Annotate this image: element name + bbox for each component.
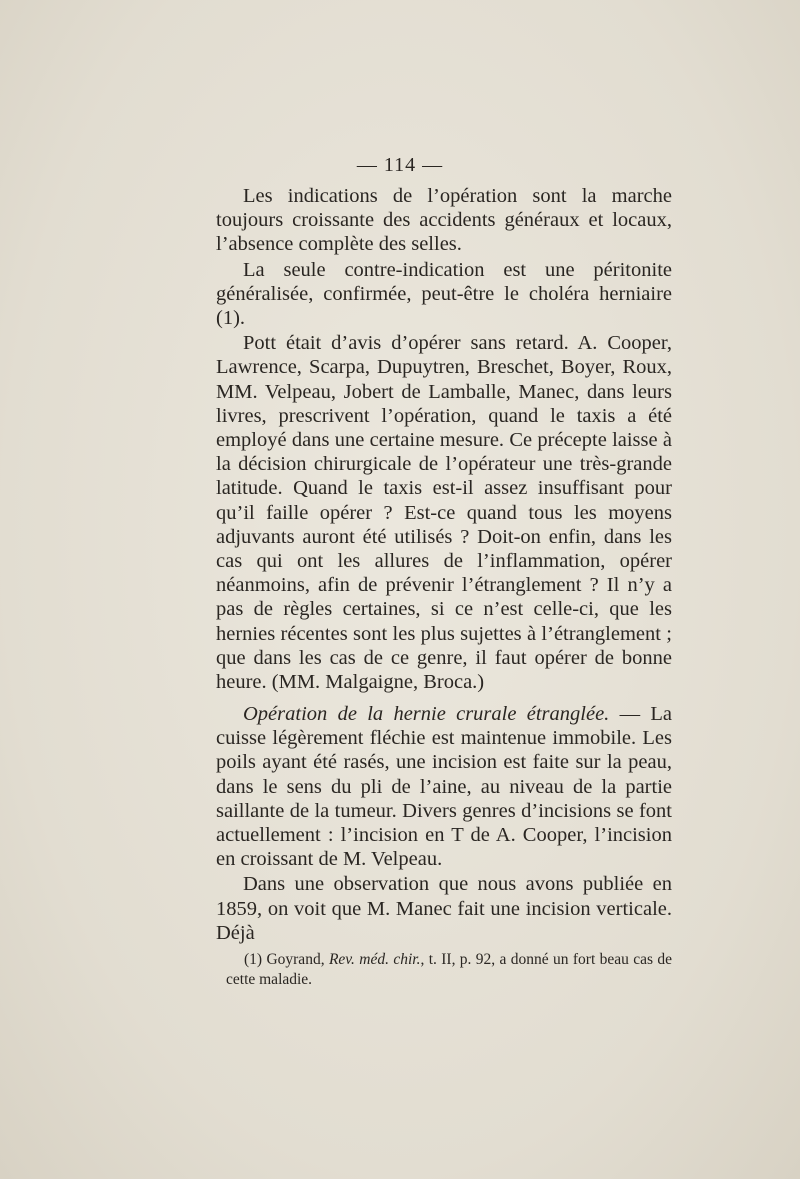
footnote-journal: Rev. méd. chir. — [328, 951, 421, 968]
footnote-marker: (1) — [244, 951, 263, 968]
paragraph: La seule contre-indication est une péritonite généralisée, confirmée, peut-être le choléra herniaire (1). — [216, 258, 672, 330]
main-text — [216, 184, 672, 694]
page-number: — 114 — — [356, 154, 444, 176]
paragraph: Pott était d’avis d’opérer sans retard. A. Cooper, Lawrence, Scarpa, Dupuytren, Breschet, Boyer, Roux, MM. Velpeau, Jobert de Lamballe, Manec, dans leurs livres, prescrivent l’opération, quand le taxis a été employé dans une certaine mesure. Ce précepte laisse à la décision chirurgicale de l’opérateur une très-grande latitude. Quand le taxis est-il assez insuffisant pour qu’il faille opérer ? Est-ce quand tous les moyens adjuvants auront été utilisés ? Doit-on enfin, dans les cas qui ont les allures de l’inflammation, opérer néanmoins, afin de prévenir l’étranglement ? Il n’y a pas de règles certaines, si ce n’est celle-ci, que les hernies récentes sont les plus sujettes à l’étranglement ; que dans les cas de ce genre, il faut opérer de bonne heure. (MM. Malgaigne, Broca.) — [216, 332, 672, 694]
paragraph: Dans une observation que nous avons publiée en 1859, on voit que M. Manec fait une incision verticale. Déjà — [216, 873, 672, 944]
footnote-author: Goyrand, — [266, 951, 325, 968]
section-text — [216, 702, 672, 945]
section-heading: Opération de la hernie crurale étranglée. — [243, 703, 610, 725]
footnote-rest: , t. II, p. 92, a donné un fort beau cas de cette maladie. — [226, 951, 673, 988]
paragraph: Les indications de l’opération sont la marche toujours croissante des accidents généraux et locaux, l’absence complète des selles. — [216, 185, 672, 256]
footnote — [226, 950, 672, 990]
section-heading-text: — La cuisse légèrement fléchie est maintenue immobile. Les poils ayant été rasés, une incision est faite sur la peau, dans le sens du pli de l’aine, au niveau de la partie saillante de la tumeur. Divers genres d’incisions se font actuellement : l’incision en T de A. Cooper, l’incision en croissant de M. Velpeau. — [216, 703, 673, 871]
section-paragraph — [216, 702, 672, 871]
